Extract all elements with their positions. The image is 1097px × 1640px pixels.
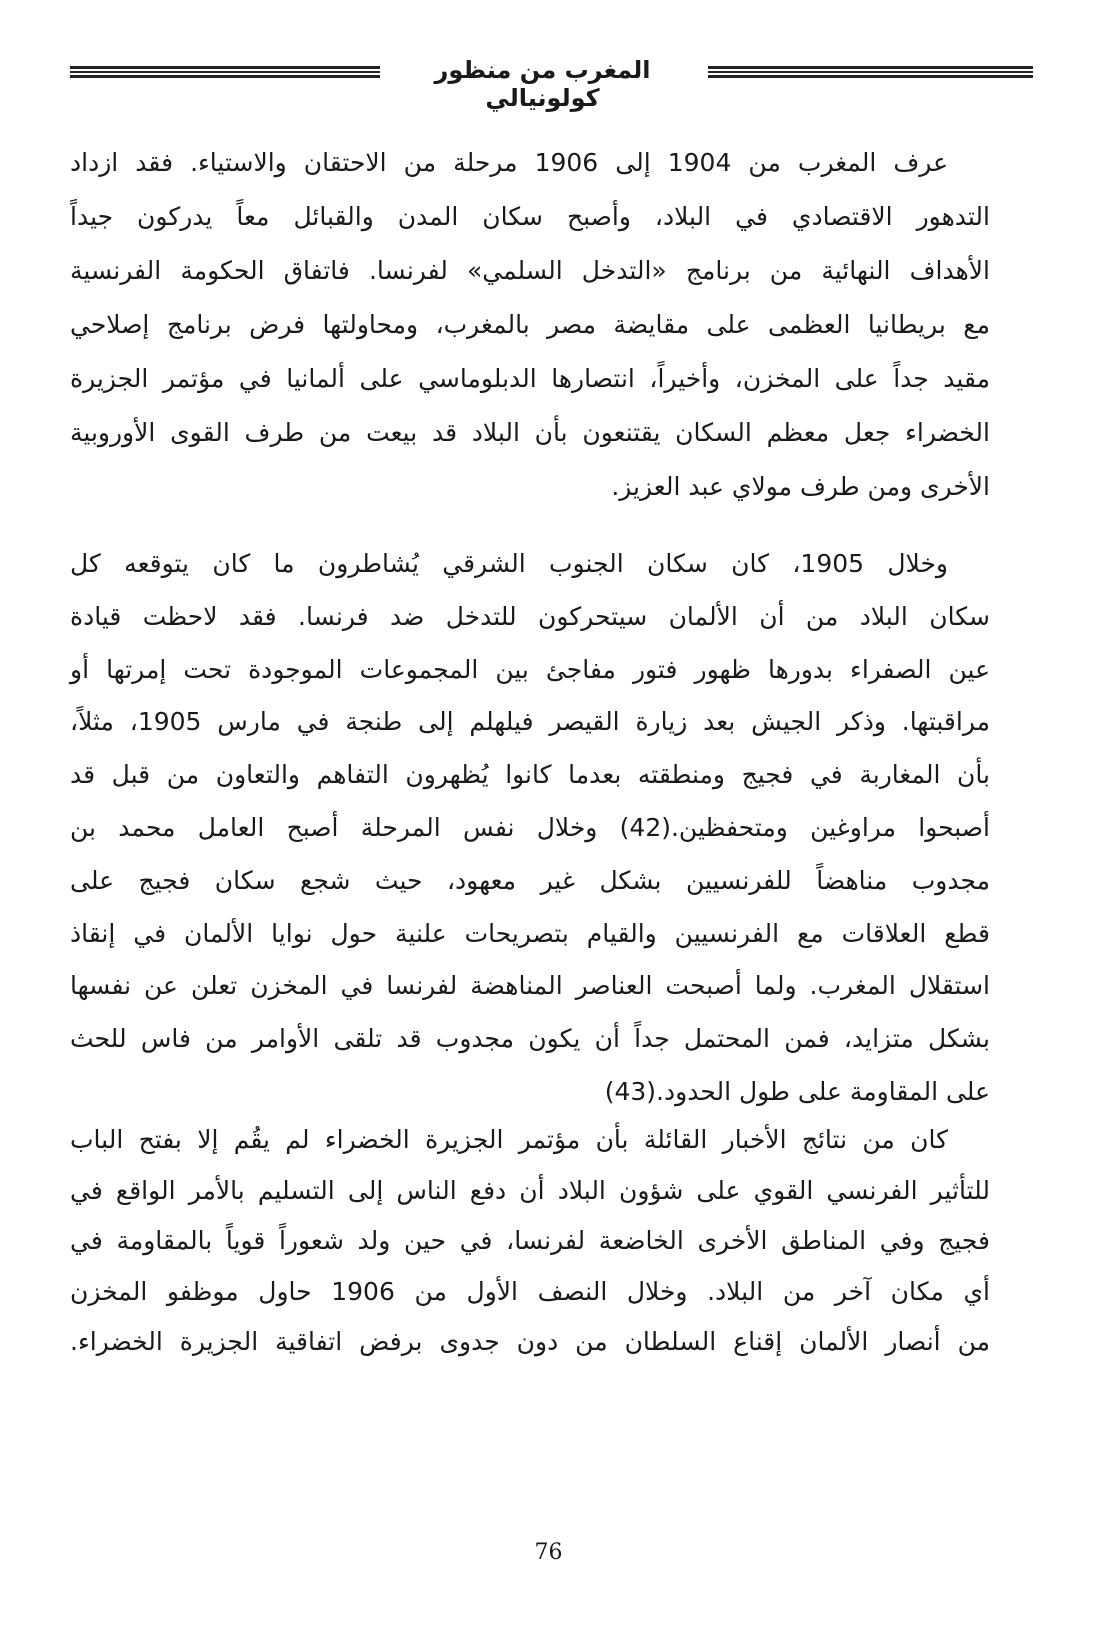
text-line: من أنصار الألمان إقناع السلطان من دون جدوى برفض اتفاقية الجزيرة الخضراء. [70,1327,990,1356]
paragraph-3 [70,1115,990,1368]
header-rule-right [708,66,1033,80]
text-line: فجيج وفي المناطق الأخرى الخاضعة لفرنسا، في حين ولد شعوراً قوياً بالمقاومة في [70,1226,990,1255]
text-line: أي مكان آخر من البلاد. وخلال النصف الأول من 1906 حاول موظفو المخزن [70,1276,990,1306]
text-line: التدهور الاقتصادي في البلاد، وأصبح سكان المدن والقبائل معاً يدركون جيداً [70,202,990,231]
text-line: الأهداف النهائية من برنامج «التدخل السلمي» لفرنسا. فاتفاق الحكومة الفرنسية [70,256,990,285]
text-line: مقيد جداً على المخزن، وأخيراً، انتصارها الدبلوماسي على ألمانيا في مؤتمر الجزيرة [70,364,990,393]
header-rule-left [70,66,380,80]
text-line: وخلال 1905، كان سكان الجنوب الشرقي يُشاطرون ما كان يتوقعه كل [70,549,948,578]
text-line: عين الصفراء بدورها ظهور فتور مفاجئ بين المجموعات الموجودة تحت إمرتها أو [70,654,990,684]
paragraph-1 [70,136,990,514]
text-line: للتأثير الفرنسي القوي على شؤون البلاد أن دفع الناس إلى التسليم بالأمر الواقع في [70,1175,990,1205]
text-line: مراقبتها. وذكر الجيش بعد زيارة القيصر فيلهلم إلى طنجة في مارس 1905، مثلاً، [70,707,991,737]
text-line: كان من نتائج الأخبار القائلة بأن مؤتمر الجزيرة الخضراء لم يقُم إلا بفتح الباب [70,1125,948,1154]
text-line: بشكل متزايد، فمن المحتمل جداً أن يكون مجدوب قد تلقى الأوامر من فاس للحث [70,1024,990,1054]
text-line: عرف المغرب من 1904 إلى 1906 مرحلة من الاحتقان والاستياء. فقد ازداد [70,148,949,177]
text-line: الأخرى ومن طرف مولاي عبد العزيز. [611,472,990,501]
text-line: مجدوب مناهضاً للفرنسيين بشكل غير معهود، حيث شجع سكان فجيج على [70,865,990,895]
text-line: الخضراء جعل معظم السكان يقتنعون بأن البلاد قد بيعت من طرف القوى الأوروبية [70,418,990,447]
running-title: المغرب من منظور كولونيالي [434,56,651,112]
paragraph-2 [70,538,990,1119]
text-line: قطع العلاقات مع الفرنسيين والقيام بتصريحات علنية حول نوايا الألمان في إنقاذ [70,918,990,948]
text-line: على المقاومة على طول الحدود.(43) [604,1076,990,1106]
text-line: سكان البلاد من أن الألمان سيتحركون للتدخل ضد فرنسا. فقد لاحظت قيادة [70,601,990,631]
text-line: أصبحوا مراوغين ومتحفظين.(42) وخلال نفس المرحلة أصبح العامل محمد بن [70,812,990,842]
text-line: بأن المغاربة في فجيج ومنطقته بعدما كانوا يُظهرون التفاهم والتعاون من قبل قد [70,760,990,790]
page-number: 76 [534,1540,563,1565]
text-line: مع بريطانيا العظمى على مقايضة مصر بالمغرب، ومحاولتها فرض برنامج إصلاحي [70,310,990,339]
text-line: استقلال المغرب. ولما أصبحت العناصر المناهضة لفرنسا في المخزن تعلن عن نفسها [70,971,990,1001]
